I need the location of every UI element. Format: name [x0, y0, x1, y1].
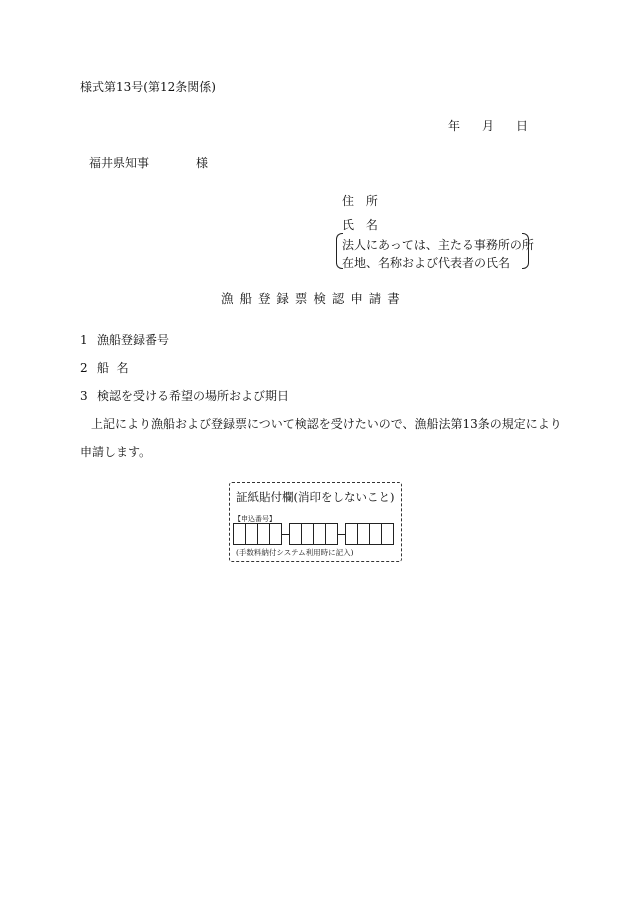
digit-box: [370, 524, 382, 544]
application-number-label: 【申込番号】: [234, 515, 276, 523]
address-label: 住 所: [342, 194, 378, 208]
addressee-honorific: 様: [196, 156, 209, 170]
form-number: 様式第13号(第12条関係): [80, 80, 216, 94]
digit-group-1: [233, 523, 282, 545]
date-day: 日: [516, 119, 529, 133]
item-3-number: 3: [80, 389, 88, 403]
addressee-name: 福井県知事: [89, 156, 150, 170]
name-label: 氏 名: [342, 218, 378, 232]
stamp-area-title: 証紙貼付欄(消印をしないこと): [236, 490, 395, 504]
digit-box: [358, 524, 370, 544]
digit-box: [270, 524, 281, 544]
item-3-label: 検認を受ける希望の場所および期日: [97, 389, 290, 403]
digit-box: [234, 524, 246, 544]
digit-box: [258, 524, 270, 544]
right-paren: [522, 233, 529, 269]
body-text-line2: 申請します。: [80, 445, 152, 459]
separator-dash: [282, 534, 289, 535]
date-month: 月: [482, 119, 495, 133]
corporation-note-line1: 法人にあっては、主たる事務所の所: [342, 238, 534, 252]
digit-box: [326, 524, 337, 544]
digit-box: [246, 524, 258, 544]
document-title: 漁 船 登 録 票 検 認 申 請 書: [221, 291, 400, 306]
digit-box: [290, 524, 302, 544]
digit-box: [346, 524, 358, 544]
digit-group-2: [289, 523, 338, 545]
date-year: 年: [448, 119, 461, 133]
digit-box: [314, 524, 326, 544]
corporation-note: [336, 233, 534, 270]
body-text-line1: 上記により漁船および登録票について検認を受けたいので、漁船法第13条の規定により: [91, 417, 562, 431]
digit-box: [382, 524, 393, 544]
separator-dash: [338, 534, 345, 535]
item-2-number: 2: [80, 361, 88, 375]
item-2-label: 船 名: [97, 361, 129, 375]
application-number-boxes: [233, 523, 394, 545]
corporation-note-line2: 在地、名称および代表者の氏名: [342, 256, 511, 270]
item-1-label: 漁船登録番号: [97, 333, 170, 347]
item-1-number: 1: [80, 333, 88, 347]
digit-box: [302, 524, 314, 544]
digit-group-3: [345, 523, 394, 545]
revenue-stamp-area: [229, 482, 402, 562]
stamp-area-note: (手数料納付システム利用時に記入): [236, 548, 354, 557]
